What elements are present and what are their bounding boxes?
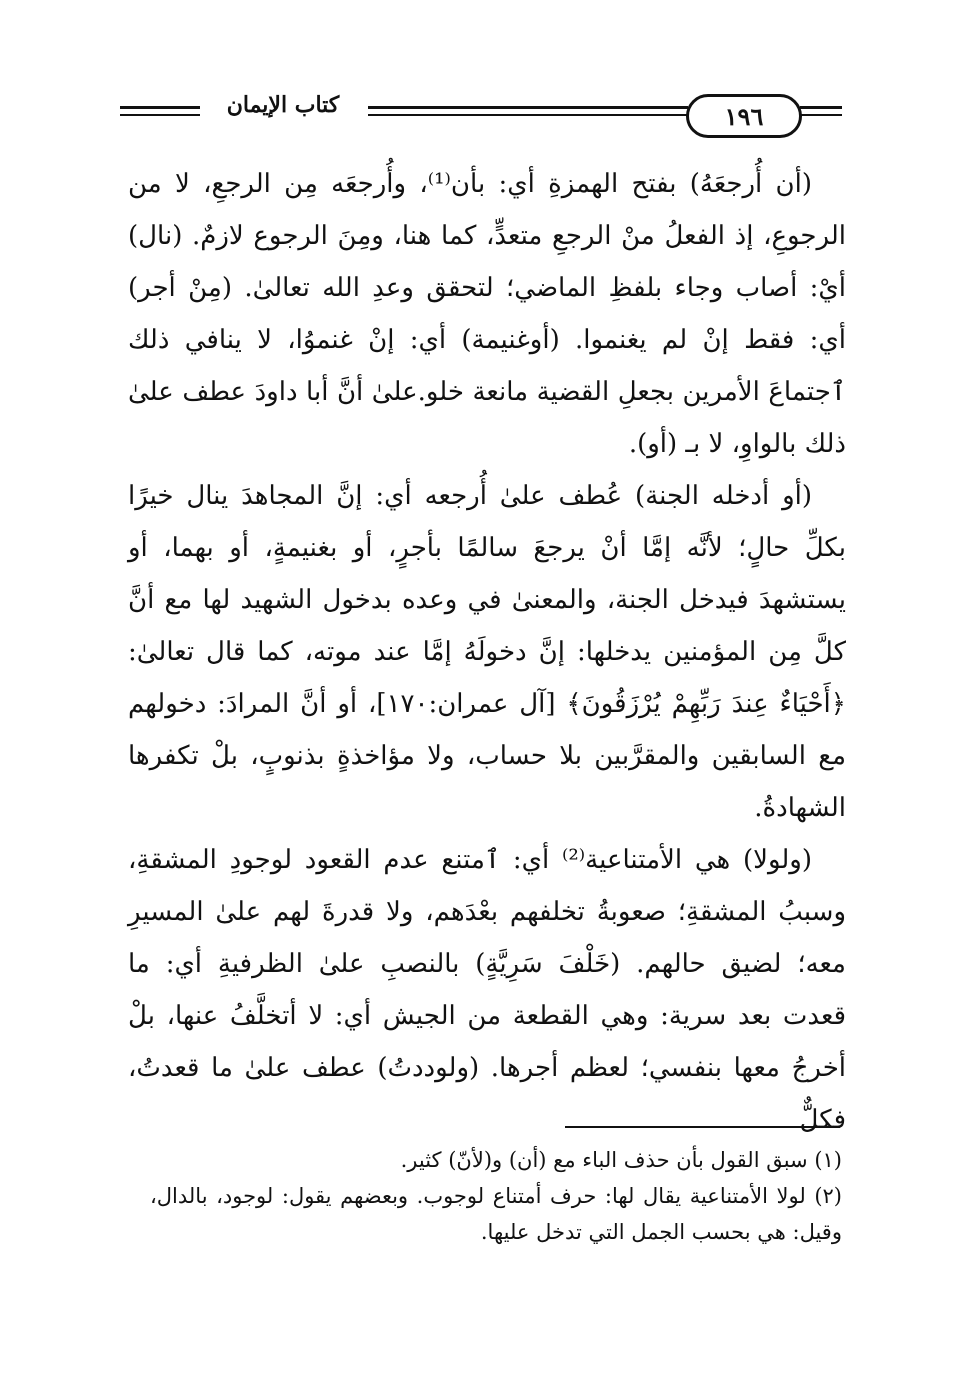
paragraph-2: (أو أدخله الجنة) عُطف علىٰ أُرجعه أي: إنَّ المجاهدَ ينال خيرًا بكلِّ حالٍ؛ لأنَّه إمَّا أنْ يرجعَ سالمًا بأجرٍ، أو بغنيمةٍ، أو بهما، أو يستشهدَ فيدخل الجنة، والمعنىٰ في وعده بدخول الشهيد لها مع أنَّ كلَّ مِن المؤمنين يدخلها: إنَّ دخولَهُ إمَّا عند موته، كما قال تعالىٰ: ﴿أَحْيَاءٌ عِندَ رَبِّهِمْ يُرْزَقُونَ﴾ [آل عمران:١٧٠]، أو أنَّ المرادَ: دخولهم مع السابقين والمقرَّبين بلا حساب، ولا مؤاخذةٍ بذنوبٍ، بلْ تكفرها الشهادةُ. bbox=[128, 481, 846, 823]
paragraph-1: (أن أُرجعَهُ) بفتح الهمزةِ أي: بأن⁽¹⁾، وأُرجعَه مِن الرجعِ، لا من الرجوعِ، إذ الفعلُ منْ الرجعِ متعدٍّ، كما هنا، ومِنَ الرجوع لازمٌ. (نال) أيْ: أصاب وجاء بلفظِ الماضي؛ لتحقق وعدِ الله تعالىٰ. (مِنْ أجر) أي: فقط إنْ لم يغنموا. (أوغنيمة) أي: إنْ غنموُا، لا ينافي ذلك ٱجتماعَ الأمرين بجعلِ القضية مانعة خلو.علىٰ أنَّ أبا داودَ عطف علىٰ ذلك بالواوِ، لا بـ (أو). bbox=[128, 169, 846, 459]
header-rule-middle-2 bbox=[368, 114, 688, 116]
paragraph-3: (ولولا) هي الأمتناعية⁽²⁾ أي: ٱمتنع عدم القعود لوجودِ المشقةِ، وسببُ المشقةِ؛ صعوبةُ تخلفهم بعْدَهم، ولا قدرةَ لهم علىٰ المسيرِ معه؛ لضيق حالهم. (خَلْفَ سَرِيَّةٍ) بالنصبِ علىٰ الظرفيةِ أي: ما قعدت بعد سرية: وهي القطعة من الجيش أي: لا أتخلَّفُ عنها، بلْ أخرجُ معها بنفسي؛ لعظم أجرها. (ولوددتُ) عطف علىٰ ما قعدتُ، فكلٌّ bbox=[128, 845, 847, 1135]
main-text bbox=[128, 158, 846, 1146]
footnote-separator bbox=[565, 1126, 840, 1128]
running-title: كتاب الإيمان bbox=[226, 92, 340, 118]
header-rule-right-1 bbox=[800, 106, 842, 109]
header-rule-middle-1 bbox=[368, 106, 688, 109]
page-number: ١٩٦ bbox=[686, 94, 802, 138]
footnotes bbox=[150, 1142, 842, 1250]
footnote-2: (٢) لولا الأمتناعية يقال لها: حرف أمتناع لوجوب. وبعضهم يقول: لوجود، بالدال، وقيل: هي بحسب الجمل التي تدخل عليها. bbox=[150, 1184, 842, 1244]
header-rule-left-2 bbox=[120, 114, 200, 116]
footnote-1: (١) سبق القول بأن حذف الباء مع (أن) و(لأنّ) كثير. bbox=[400, 1148, 842, 1172]
header-rule-right-2 bbox=[800, 114, 842, 116]
header-rule-left-1 bbox=[120, 106, 200, 109]
page-header bbox=[120, 78, 842, 138]
